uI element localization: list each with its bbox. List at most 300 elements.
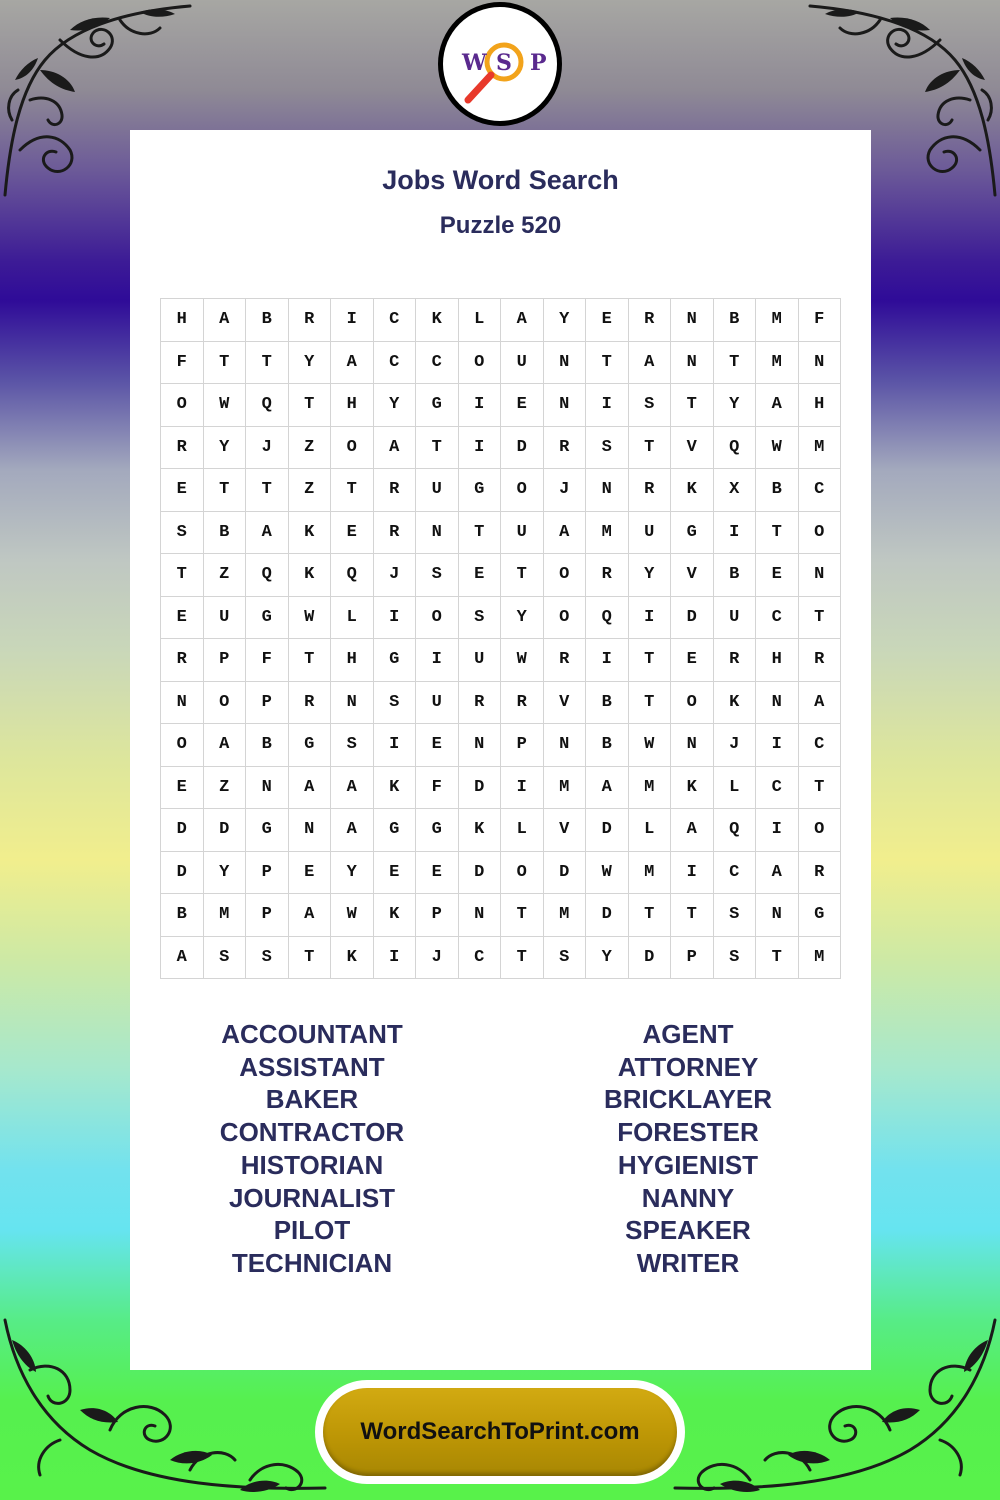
grid-cell[interactable]: A bbox=[161, 936, 204, 979]
grid-cell[interactable]: Q bbox=[713, 809, 756, 852]
grid-cell[interactable]: T bbox=[756, 936, 799, 979]
grid-cell[interactable]: R bbox=[161, 426, 204, 469]
grid-cell[interactable]: M bbox=[756, 299, 799, 342]
grid-cell[interactable]: D bbox=[628, 936, 671, 979]
grid-cell[interactable]: F bbox=[246, 639, 289, 682]
grid-cell[interactable]: D bbox=[586, 894, 629, 937]
grid-cell[interactable]: A bbox=[798, 681, 841, 724]
grid-cell[interactable]: M bbox=[543, 894, 586, 937]
grid-cell[interactable]: S bbox=[458, 596, 501, 639]
word-item: HYGIENIST bbox=[617, 1149, 759, 1180]
grid-cell[interactable]: N bbox=[671, 724, 714, 767]
grid-row bbox=[161, 469, 841, 512]
grid-cell[interactable]: I bbox=[458, 384, 501, 427]
grid-cell[interactable]: R bbox=[458, 681, 501, 724]
grid-cell[interactable]: I bbox=[713, 511, 756, 554]
grid-cell[interactable]: C bbox=[373, 299, 416, 342]
grid-cell[interactable]: A bbox=[543, 511, 586, 554]
grid-cell[interactable]: Y bbox=[586, 936, 629, 979]
grid-cell[interactable]: D bbox=[161, 809, 204, 852]
grid-row bbox=[161, 639, 841, 682]
grid-cell[interactable]: D bbox=[458, 851, 501, 894]
grid-cell[interactable]: Q bbox=[713, 426, 756, 469]
grid-cell[interactable]: G bbox=[798, 894, 841, 937]
grid-cell[interactable]: E bbox=[458, 554, 501, 597]
grid-cell[interactable]: J bbox=[713, 724, 756, 767]
grid-row bbox=[161, 809, 841, 852]
site-link[interactable]: WordSearchToPrint.com bbox=[323, 1388, 677, 1476]
puzzle-card bbox=[130, 130, 871, 1370]
grid-cell[interactable]: Y bbox=[501, 596, 544, 639]
grid-cell[interactable]: L bbox=[501, 809, 544, 852]
grid-cell[interactable]: D bbox=[543, 851, 586, 894]
grid-cell[interactable]: N bbox=[756, 894, 799, 937]
grid-cell[interactable]: Y bbox=[628, 554, 671, 597]
grid-cell[interactable]: O bbox=[458, 341, 501, 384]
grid-cell[interactable]: G bbox=[246, 596, 289, 639]
site-logo[interactable] bbox=[438, 2, 562, 126]
grid-cell[interactable]: D bbox=[671, 596, 714, 639]
grid-cell[interactable]: S bbox=[416, 554, 459, 597]
grid-cell[interactable]: S bbox=[713, 894, 756, 937]
grid-cell[interactable]: D bbox=[501, 426, 544, 469]
grid-cell[interactable]: B bbox=[246, 299, 289, 342]
grid-row bbox=[161, 299, 841, 342]
grid-cell[interactable]: A bbox=[331, 766, 374, 809]
grid-cell[interactable]: E bbox=[586, 299, 629, 342]
word-item: TECHNICIAN bbox=[231, 1247, 393, 1278]
word-item: HISTORIAN bbox=[240, 1149, 384, 1180]
word-item: SPEAKER bbox=[625, 1215, 751, 1246]
grid-cell[interactable]: R bbox=[288, 681, 331, 724]
word-item: ACCOUNTANT bbox=[221, 1019, 403, 1049]
grid-cell[interactable]: T bbox=[713, 341, 756, 384]
grid-cell[interactable]: B bbox=[586, 681, 629, 724]
grid-cell[interactable]: V bbox=[543, 809, 586, 852]
grid-cell[interactable]: T bbox=[246, 341, 289, 384]
grid-cell[interactable]: T bbox=[288, 384, 331, 427]
grid-cell[interactable]: A bbox=[586, 766, 629, 809]
magnifier-icon bbox=[438, 2, 562, 126]
grid-cell[interactable]: N bbox=[586, 469, 629, 512]
word-item: AGENT bbox=[642, 1019, 734, 1049]
grid-cell[interactable]: O bbox=[543, 596, 586, 639]
grid-cell[interactable]: Q bbox=[586, 596, 629, 639]
grid-cell[interactable]: S bbox=[628, 384, 671, 427]
grid-cell[interactable]: O bbox=[331, 426, 374, 469]
grid-cell[interactable]: K bbox=[713, 681, 756, 724]
grid-cell[interactable]: D bbox=[203, 809, 246, 852]
grid-cell[interactable]: C bbox=[458, 936, 501, 979]
grid-cell[interactable]: O bbox=[161, 384, 204, 427]
grid-cell[interactable]: F bbox=[416, 766, 459, 809]
word-item: WRITER bbox=[636, 1247, 740, 1278]
grid-cell[interactable]: U bbox=[458, 639, 501, 682]
grid-cell[interactable]: N bbox=[543, 724, 586, 767]
grid-cell[interactable]: R bbox=[373, 469, 416, 512]
grid-row bbox=[161, 766, 841, 809]
grid-cell[interactable]: O bbox=[161, 724, 204, 767]
grid-cell[interactable]: K bbox=[288, 554, 331, 597]
grid-cell[interactable]: G bbox=[458, 469, 501, 512]
grid-cell[interactable]: W bbox=[203, 384, 246, 427]
word-item: CONTRACTOR bbox=[219, 1117, 405, 1148]
grid-cell[interactable]: B bbox=[713, 299, 756, 342]
grid-cell[interactable]: J bbox=[246, 426, 289, 469]
grid-cell[interactable]: G bbox=[288, 724, 331, 767]
grid-cell[interactable]: T bbox=[756, 511, 799, 554]
grid-cell[interactable]: M bbox=[798, 426, 841, 469]
grid-cell[interactable]: O bbox=[543, 554, 586, 597]
grid-row bbox=[161, 511, 841, 554]
grid-cell[interactable]: C bbox=[798, 724, 841, 767]
grid-cell[interactable]: N bbox=[543, 384, 586, 427]
grid-cell[interactable]: S bbox=[543, 936, 586, 979]
grid-cell[interactable]: T bbox=[416, 426, 459, 469]
grid-cell[interactable]: W bbox=[756, 426, 799, 469]
grid-cell[interactable]: I bbox=[671, 851, 714, 894]
grid-cell[interactable]: A bbox=[331, 341, 374, 384]
grid-cell[interactable]: G bbox=[373, 639, 416, 682]
logo-letter-p: P bbox=[530, 50, 547, 76]
grid-cell[interactable]: O bbox=[798, 809, 841, 852]
grid-cell[interactable]: A bbox=[246, 511, 289, 554]
grid-cell[interactable]: Y bbox=[203, 426, 246, 469]
grid-cell[interactable]: R bbox=[798, 851, 841, 894]
grid-cell[interactable]: E bbox=[331, 511, 374, 554]
grid-cell[interactable]: A bbox=[671, 809, 714, 852]
grid-cell[interactable]: F bbox=[161, 341, 204, 384]
grid-cell[interactable]: V bbox=[671, 426, 714, 469]
grid-cell[interactable]: K bbox=[288, 511, 331, 554]
grid-cell[interactable]: B bbox=[246, 724, 289, 767]
grid-cell[interactable]: A bbox=[288, 766, 331, 809]
grid-cell[interactable]: M bbox=[543, 766, 586, 809]
grid-cell[interactable]: P bbox=[416, 894, 459, 937]
grid-cell[interactable]: E bbox=[288, 851, 331, 894]
grid-cell[interactable]: S bbox=[373, 681, 416, 724]
grid-cell[interactable]: H bbox=[756, 639, 799, 682]
grid-cell[interactable]: Z bbox=[203, 766, 246, 809]
grid-row bbox=[161, 894, 841, 937]
grid-cell[interactable]: I bbox=[416, 639, 459, 682]
grid-cell[interactable]: W bbox=[331, 894, 374, 937]
grid-cell[interactable]: Y bbox=[288, 341, 331, 384]
grid-cell[interactable]: T bbox=[586, 341, 629, 384]
grid-cell[interactable]: H bbox=[798, 384, 841, 427]
grid-cell[interactable]: H bbox=[331, 384, 374, 427]
grid-cell[interactable]: M bbox=[628, 851, 671, 894]
grid-cell[interactable]: B bbox=[756, 469, 799, 512]
grid-cell[interactable]: K bbox=[373, 766, 416, 809]
word-list-right bbox=[538, 1018, 838, 1280]
grid-cell[interactable]: V bbox=[543, 681, 586, 724]
grid-cell[interactable]: E bbox=[161, 766, 204, 809]
grid-cell[interactable]: U bbox=[416, 469, 459, 512]
word-item: FORESTER bbox=[617, 1117, 759, 1148]
grid-cell[interactable]: C bbox=[373, 341, 416, 384]
grid-cell[interactable]: A bbox=[756, 851, 799, 894]
grid-cell[interactable]: D bbox=[586, 809, 629, 852]
grid-cell[interactable]: U bbox=[416, 681, 459, 724]
grid-cell[interactable]: O bbox=[501, 851, 544, 894]
page-title: Jobs Word Search bbox=[382, 165, 619, 195]
grid-cell[interactable]: B bbox=[203, 511, 246, 554]
grid-cell[interactable]: L bbox=[628, 809, 671, 852]
grid-cell[interactable]: Q bbox=[246, 554, 289, 597]
grid-cell[interactable]: P bbox=[671, 936, 714, 979]
grid-cell[interactable]: I bbox=[628, 596, 671, 639]
grid-cell[interactable]: T bbox=[628, 681, 671, 724]
grid-cell[interactable]: S bbox=[161, 511, 204, 554]
grid-cell[interactable]: U bbox=[203, 596, 246, 639]
grid-cell[interactable]: M bbox=[628, 766, 671, 809]
grid-cell[interactable]: A bbox=[756, 384, 799, 427]
grid-row bbox=[161, 596, 841, 639]
puzzle-number: Puzzle 520 bbox=[439, 212, 562, 239]
grid-cell[interactable]: N bbox=[331, 681, 374, 724]
grid-cell[interactable]: I bbox=[373, 596, 416, 639]
grid-cell[interactable]: R bbox=[713, 639, 756, 682]
grid-cell[interactable]: E bbox=[416, 851, 459, 894]
grid-cell[interactable]: D bbox=[458, 766, 501, 809]
grid-cell[interactable]: C bbox=[756, 596, 799, 639]
grid-cell[interactable]: I bbox=[458, 426, 501, 469]
grid-cell[interactable]: Y bbox=[373, 384, 416, 427]
grid-cell[interactable]: R bbox=[798, 639, 841, 682]
grid-cell[interactable]: T bbox=[161, 554, 204, 597]
grid-cell[interactable]: M bbox=[756, 341, 799, 384]
grid-cell[interactable]: T bbox=[798, 596, 841, 639]
grid-cell[interactable]: N bbox=[161, 681, 204, 724]
grid-cell[interactable]: C bbox=[756, 766, 799, 809]
grid-cell[interactable]: W bbox=[288, 596, 331, 639]
grid-row bbox=[161, 851, 841, 894]
grid-cell[interactable]: E bbox=[416, 724, 459, 767]
grid-cell[interactable]: J bbox=[373, 554, 416, 597]
grid-cell[interactable]: G bbox=[671, 511, 714, 554]
logo-letter-s: S bbox=[496, 50, 512, 76]
grid-cell[interactable]: T bbox=[288, 639, 331, 682]
grid-cell[interactable]: O bbox=[798, 511, 841, 554]
grid-cell[interactable]: X bbox=[713, 469, 756, 512]
grid-cell[interactable]: S bbox=[586, 426, 629, 469]
grid-cell[interactable]: I bbox=[586, 639, 629, 682]
grid-cell[interactable]: L bbox=[713, 766, 756, 809]
grid-cell[interactable]: N bbox=[756, 681, 799, 724]
grid-cell[interactable]: N bbox=[671, 341, 714, 384]
grid-cell[interactable]: K bbox=[331, 936, 374, 979]
word-item: BAKER bbox=[265, 1084, 359, 1115]
grid-cell[interactable]: R bbox=[373, 511, 416, 554]
word-item: NANNY bbox=[641, 1182, 735, 1213]
grid-cell[interactable]: T bbox=[203, 469, 246, 512]
grid-cell[interactable]: I bbox=[756, 809, 799, 852]
grid-cell[interactable]: I bbox=[373, 936, 416, 979]
grid-cell[interactable]: N bbox=[288, 809, 331, 852]
grid-row bbox=[161, 426, 841, 469]
grid-cell[interactable]: T bbox=[501, 894, 544, 937]
grid-cell[interactable]: S bbox=[331, 724, 374, 767]
grid-cell[interactable]: K bbox=[671, 766, 714, 809]
grid-cell[interactable]: N bbox=[543, 341, 586, 384]
grid-cell[interactable]: T bbox=[331, 469, 374, 512]
grid-cell[interactable]: T bbox=[501, 936, 544, 979]
grid-cell[interactable]: J bbox=[416, 936, 459, 979]
grid-cell[interactable]: T bbox=[628, 894, 671, 937]
word-item: PILOT bbox=[273, 1215, 351, 1246]
word-item: ASSISTANT bbox=[239, 1051, 385, 1082]
grid-cell[interactable]: M bbox=[203, 894, 246, 937]
grid-cell[interactable]: K bbox=[671, 469, 714, 512]
grid-cell[interactable]: E bbox=[671, 639, 714, 682]
grid-cell[interactable]: T bbox=[288, 936, 331, 979]
grid-cell[interactable]: M bbox=[798, 936, 841, 979]
grid-cell[interactable]: K bbox=[373, 894, 416, 937]
grid-cell[interactable]: Y bbox=[543, 299, 586, 342]
site-badge[interactable] bbox=[315, 1380, 685, 1484]
grid-cell[interactable]: A bbox=[331, 809, 374, 852]
grid-cell[interactable]: A bbox=[628, 341, 671, 384]
word-item: JOURNALIST bbox=[228, 1182, 396, 1213]
word-item: BRICKLAYER bbox=[603, 1084, 773, 1115]
grid-cell[interactable]: B bbox=[586, 724, 629, 767]
grid-cell[interactable]: Y bbox=[331, 851, 374, 894]
grid-cell[interactable]: Z bbox=[288, 469, 331, 512]
grid-cell[interactable]: P bbox=[501, 724, 544, 767]
word-list-left bbox=[162, 1018, 462, 1280]
grid-cell[interactable]: G bbox=[246, 809, 289, 852]
grid-cell[interactable]: T bbox=[671, 894, 714, 937]
grid-cell[interactable]: P bbox=[246, 894, 289, 937]
grid-cell[interactable]: R bbox=[161, 639, 204, 682]
grid-cell[interactable]: T bbox=[798, 766, 841, 809]
grid-cell[interactable]: N bbox=[246, 766, 289, 809]
grid-cell[interactable]: N bbox=[798, 341, 841, 384]
grid-cell[interactable]: C bbox=[798, 469, 841, 512]
grid-cell[interactable]: T bbox=[458, 511, 501, 554]
grid-cell[interactable]: M bbox=[586, 511, 629, 554]
letter-grid bbox=[160, 298, 841, 979]
grid-cell[interactable]: A bbox=[288, 894, 331, 937]
grid-cell[interactable]: W bbox=[501, 639, 544, 682]
grid-cell[interactable]: U bbox=[501, 341, 544, 384]
grid-cell[interactable]: T bbox=[671, 384, 714, 427]
grid-cell[interactable]: P bbox=[246, 851, 289, 894]
grid-cell[interactable]: Y bbox=[203, 851, 246, 894]
grid-cell[interactable]: Y bbox=[713, 384, 756, 427]
grid-cell[interactable]: T bbox=[203, 341, 246, 384]
grid-cell[interactable]: P bbox=[203, 639, 246, 682]
grid-cell[interactable]: S bbox=[203, 936, 246, 979]
grid-cell[interactable]: U bbox=[628, 511, 671, 554]
grid-cell[interactable]: A bbox=[203, 724, 246, 767]
grid-cell[interactable]: Z bbox=[288, 426, 331, 469]
grid-cell[interactable]: I bbox=[373, 724, 416, 767]
grid-cell[interactable]: G bbox=[416, 809, 459, 852]
grid-cell[interactable]: G bbox=[373, 809, 416, 852]
grid-cell[interactable]: E bbox=[756, 554, 799, 597]
grid-cell[interactable]: I bbox=[586, 384, 629, 427]
grid-cell[interactable]: I bbox=[501, 766, 544, 809]
grid-cell[interactable]: T bbox=[628, 426, 671, 469]
grid-cell[interactable]: O bbox=[416, 596, 459, 639]
grid-cell[interactable]: O bbox=[671, 681, 714, 724]
grid-cell[interactable]: N bbox=[458, 894, 501, 937]
grid-cell[interactable]: I bbox=[756, 724, 799, 767]
grid-cell[interactable]: K bbox=[416, 299, 459, 342]
grid-cell[interactable]: E bbox=[501, 384, 544, 427]
grid-row bbox=[161, 936, 841, 979]
grid-cell[interactable]: N bbox=[671, 299, 714, 342]
grid-cell[interactable]: R bbox=[628, 299, 671, 342]
grid-cell[interactable]: R bbox=[628, 469, 671, 512]
grid-cell[interactable]: N bbox=[798, 554, 841, 597]
grid-cell[interactable]: A bbox=[373, 426, 416, 469]
grid-cell[interactable]: R bbox=[288, 299, 331, 342]
grid-cell[interactable]: C bbox=[416, 341, 459, 384]
grid-cell[interactable]: F bbox=[798, 299, 841, 342]
grid-cell[interactable]: H bbox=[331, 639, 374, 682]
grid-cell[interactable]: I bbox=[331, 299, 374, 342]
grid-cell[interactable]: A bbox=[501, 299, 544, 342]
grid-cell[interactable]: V bbox=[671, 554, 714, 597]
grid-cell[interactable]: W bbox=[628, 724, 671, 767]
grid-cell[interactable]: T bbox=[246, 469, 289, 512]
grid-cell[interactable]: A bbox=[203, 299, 246, 342]
grid-cell[interactable]: C bbox=[713, 851, 756, 894]
grid-cell[interactable]: T bbox=[628, 639, 671, 682]
grid-cell[interactable]: U bbox=[713, 596, 756, 639]
grid-cell[interactable]: J bbox=[543, 469, 586, 512]
grid-cell[interactable]: S bbox=[246, 936, 289, 979]
grid-cell[interactable]: T bbox=[501, 554, 544, 597]
grid-cell[interactable]: Q bbox=[246, 384, 289, 427]
grid-cell[interactable]: R bbox=[501, 681, 544, 724]
grid-row bbox=[161, 384, 841, 427]
grid-cell[interactable]: P bbox=[246, 681, 289, 724]
grid-row bbox=[161, 724, 841, 767]
grid-cell[interactable]: N bbox=[458, 724, 501, 767]
grid-cell[interactable]: E bbox=[373, 851, 416, 894]
logo-letter-w: W bbox=[462, 50, 487, 76]
grid-cell[interactable]: L bbox=[331, 596, 374, 639]
grid-cell[interactable]: G bbox=[416, 384, 459, 427]
grid-cell[interactable]: D bbox=[161, 851, 204, 894]
grid-cell[interactable]: R bbox=[586, 554, 629, 597]
grid-cell[interactable]: O bbox=[501, 469, 544, 512]
grid-cell[interactable]: W bbox=[586, 851, 629, 894]
grid-cell[interactable]: E bbox=[161, 469, 204, 512]
grid-cell[interactable]: B bbox=[161, 894, 204, 937]
grid-cell[interactable]: N bbox=[416, 511, 459, 554]
grid-cell[interactable]: R bbox=[543, 639, 586, 682]
grid-row bbox=[161, 681, 841, 724]
grid-cell[interactable]: L bbox=[458, 299, 501, 342]
grid-row bbox=[161, 554, 841, 597]
grid-cell[interactable]: H bbox=[161, 299, 204, 342]
grid-cell[interactable]: K bbox=[458, 809, 501, 852]
grid-row bbox=[161, 341, 841, 384]
grid-cell[interactable]: E bbox=[161, 596, 204, 639]
grid-cell[interactable]: R bbox=[543, 426, 586, 469]
grid-cell[interactable]: B bbox=[713, 554, 756, 597]
grid-cell[interactable]: Q bbox=[331, 554, 374, 597]
grid-cell[interactable]: S bbox=[713, 936, 756, 979]
grid-cell[interactable]: U bbox=[501, 511, 544, 554]
grid-cell[interactable]: Z bbox=[203, 554, 246, 597]
grid-cell[interactable]: O bbox=[203, 681, 246, 724]
